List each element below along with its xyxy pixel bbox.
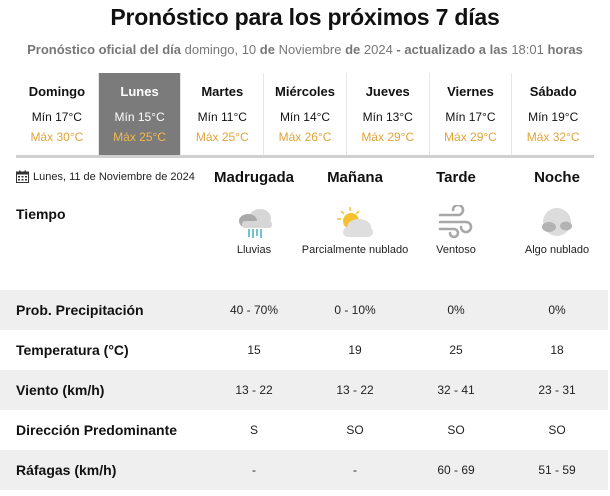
cell-value: 32 - 41 [437,383,475,397]
cloudy-moon-icon [537,205,577,241]
row-label: Dirección Predominante [16,422,178,438]
day-name: Domingo [28,84,86,99]
day-min-temp: Mín 17°C [445,110,496,124]
cell-value: 13 - 22 [336,383,374,397]
day-tab-domingo[interactable] [16,73,99,155]
cell-value: 19 [348,343,362,357]
cell-value: 51 - 59 [538,463,576,477]
rain-cloud-icon [234,205,274,241]
day-max-temp: Máx 25°C [195,130,249,144]
subtitle-prefix: Pronóstico oficial del día [27,42,181,57]
page-title: Pronóstico para los próximos 7 días [110,4,500,30]
day-tab-sabado[interactable] [512,73,594,155]
subtitle-updated: - actualizado a las [396,42,508,57]
subtitle-year: 2024 [363,42,393,57]
day-name: Martes [201,84,244,99]
cell-value: 40 - 70% [229,303,279,317]
weather-text: Lluvias [236,244,272,256]
selected-date [16,170,195,183]
day-min-temp: Mín 19°C [528,110,579,124]
day-name: Viernes [447,84,494,99]
row-precipitation [0,290,608,330]
period-tarde: Tarde [436,169,476,186]
cell-value: - [252,463,256,477]
day-tab-viernes[interactable] [430,73,513,155]
day-tab-jueves[interactable] [347,73,430,155]
day-name: Lunes [120,84,159,99]
day-min-temp: Mín 15°C [114,110,165,124]
day-min-temp: Mín 17°C [31,110,82,124]
cell-value: 23 - 31 [538,383,576,397]
row-gusts [0,450,608,490]
day-min-temp: Mín 14°C [279,110,331,124]
day-name: Jueves [365,84,410,99]
weather-text: Algo nublado [524,244,590,256]
subtitle-hours: horas [547,42,583,57]
cell-value: 25 [449,343,463,357]
subtitle-month: Noviembre [278,42,342,57]
weather-text: Parcialmente nublado [301,244,409,256]
subtitle-date: domingo, 10 [184,42,257,57]
day-max-temp: Máx 29°C [361,130,415,144]
period-madrugada: Madrugada [213,169,294,186]
row-temperature [0,330,608,370]
subtitle-de: de [259,42,275,57]
cell-value: 18 [550,343,564,357]
subtitle-time: 18:01 [511,42,544,57]
row-wind [0,370,608,410]
day-max-temp: Máx 25°C [113,130,166,144]
cell-value: 15 [247,343,261,357]
cell-value: SO [447,423,465,437]
day-max-temp: Máx 32°C [526,130,580,144]
day-max-temp: Máx 30°C [30,130,84,144]
weather-noche [497,205,610,258]
period-manana: Mañana [327,169,383,186]
wind-icon [436,205,476,241]
cell-value: SO [548,423,566,437]
cell-value: - [353,463,357,477]
selected-date-text: Lunes, 11 de Noviembre de 2024 [33,170,195,183]
cell-value: S [249,423,258,437]
calendar-icon [16,170,29,183]
day-tab-miercoles[interactable] [264,73,347,155]
day-max-temp: Máx 29°C [444,130,497,144]
day-tab-lunes[interactable] [99,73,182,155]
weather-label: Tiempo [16,206,66,222]
weather-text: Ventoso [436,244,476,256]
forecast-subtitle [0,42,610,57]
cell-value: 0% [548,303,566,317]
day-min-temp: Mín 13°C [362,110,413,124]
cell-value: 0% [447,303,465,317]
cell-value: SO [346,423,364,437]
cell-value: 0 - 10% [334,303,376,317]
day-max-temp: Máx 26°C [278,130,332,144]
period-noche: Noche [534,169,580,186]
row-wind-direction [0,410,608,450]
day-min-temp: Mín 11°C [197,110,247,124]
day-tab-martes[interactable] [181,73,264,155]
row-label: Prob. Precipitación [16,302,144,318]
row-label: Viento (km/h) [16,382,105,398]
day-tabs [16,73,594,158]
row-label: Ráfagas (km/h) [16,462,117,478]
cell-value: 13 - 22 [235,383,273,397]
subtitle-de: de [345,42,361,57]
partly-cloudy-sun-icon [335,205,375,241]
row-label: Temperatura (°C) [16,342,129,358]
day-name: Miércoles [275,84,335,99]
day-name: Sábado [529,84,577,99]
cell-value: 60 - 69 [437,463,475,477]
